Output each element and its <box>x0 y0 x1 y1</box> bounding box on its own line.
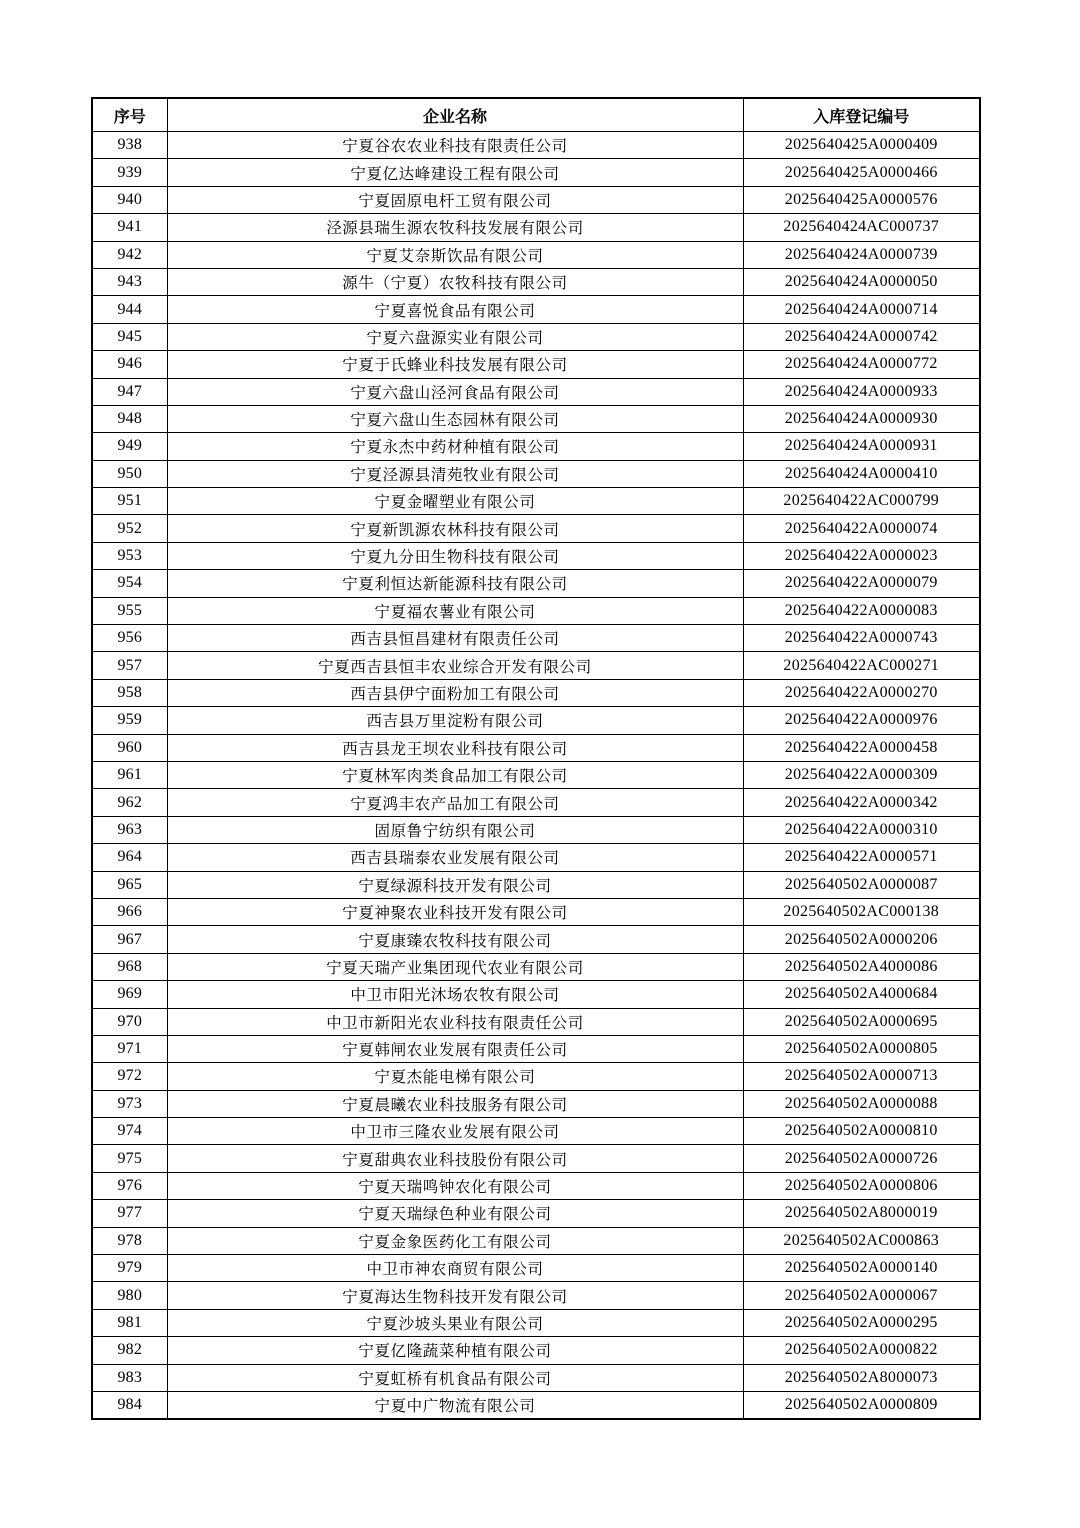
table-row <box>92 981 980 1008</box>
table-row <box>92 268 980 295</box>
enterprise-name: 宁夏海达生物科技开发有限公司 <box>167 1282 743 1309</box>
enterprise-name: 宁夏西吉县恒丰农业综合开发有限公司 <box>167 652 743 679</box>
row-index: 952 <box>92 515 167 542</box>
table-row <box>92 460 980 487</box>
registration-code: 2025640424A0000410 <box>743 460 980 487</box>
enterprise-registry-table <box>91 97 981 1420</box>
registration-code: 2025640502A0000809 <box>743 1391 980 1419</box>
registration-code: 2025640422A0000083 <box>743 597 980 624</box>
registration-code: 2025640502A0000726 <box>743 1145 980 1172</box>
registration-code: 2025640425A0000576 <box>743 186 980 213</box>
enterprise-name: 宁夏泾源县清苑牧业有限公司 <box>167 460 743 487</box>
row-index: 962 <box>92 789 167 816</box>
row-index: 981 <box>92 1309 167 1336</box>
table-row <box>92 1364 980 1391</box>
registration-code: 2025640502A0000087 <box>743 871 980 898</box>
enterprise-name: 宁夏艾奈斯饮品有限公司 <box>167 241 743 268</box>
registration-code: 2025640502A0000810 <box>743 1118 980 1145</box>
registration-code: 2025640424A0000739 <box>743 241 980 268</box>
registration-code: 2025640422A0000571 <box>743 844 980 871</box>
registration-code: 2025640422A0000458 <box>743 734 980 761</box>
registration-code: 2025640422A0000976 <box>743 707 980 734</box>
registration-code: 2025640424A0000930 <box>743 405 980 432</box>
enterprise-name: 宁夏鸿丰农产品加工有限公司 <box>167 789 743 816</box>
enterprise-name: 西吉县伊宁面粉加工有限公司 <box>167 679 743 706</box>
table-row <box>92 707 980 734</box>
table-row <box>92 871 980 898</box>
table-row <box>92 1200 980 1227</box>
row-index: 970 <box>92 1008 167 1035</box>
registration-code: 2025640422A0000743 <box>743 625 980 652</box>
row-index: 958 <box>92 679 167 706</box>
enterprise-name: 宁夏九分田生物科技有限公司 <box>167 542 743 569</box>
table-row <box>92 1063 980 1090</box>
header-registration-code: 入库登记编号 <box>743 98 980 132</box>
table-row <box>92 816 980 843</box>
registration-code: 2025640422A0000309 <box>743 761 980 788</box>
enterprise-name: 中卫市新阳光农业科技有限责任公司 <box>167 1008 743 1035</box>
enterprise-name: 西吉县万里淀粉有限公司 <box>167 707 743 734</box>
row-index: 974 <box>92 1118 167 1145</box>
table-row <box>92 132 980 159</box>
registration-code: 2025640422A0000270 <box>743 679 980 706</box>
table-row <box>92 1282 980 1309</box>
enterprise-name: 宁夏利恒达新能源科技有限公司 <box>167 570 743 597</box>
registration-code: 2025640424A0000050 <box>743 268 980 295</box>
table-row <box>92 761 980 788</box>
registration-code: 2025640422AC000799 <box>743 488 980 515</box>
table-row <box>92 351 980 378</box>
row-index: 984 <box>92 1391 167 1419</box>
enterprise-name: 泾源县瑞生源农牧科技发展有限公司 <box>167 214 743 241</box>
registration-code: 2025640502A4000684 <box>743 981 980 1008</box>
row-index: 975 <box>92 1145 167 1172</box>
table-row <box>92 1255 980 1282</box>
table-row <box>92 652 980 679</box>
registration-code: 2025640422A0000074 <box>743 515 980 542</box>
row-index: 943 <box>92 268 167 295</box>
row-index: 945 <box>92 323 167 350</box>
enterprise-name: 宁夏新凯源农林科技有限公司 <box>167 515 743 542</box>
row-index: 982 <box>92 1337 167 1364</box>
table-row <box>92 1118 980 1145</box>
row-index: 979 <box>92 1255 167 1282</box>
enterprise-name: 宁夏亿隆蔬菜种植有限公司 <box>167 1337 743 1364</box>
enterprise-name: 固原鲁宁纺织有限公司 <box>167 816 743 843</box>
enterprise-name: 中卫市阳光沐场农牧有限公司 <box>167 981 743 1008</box>
row-index: 972 <box>92 1063 167 1090</box>
registration-code: 2025640502A8000019 <box>743 1200 980 1227</box>
registration-code: 2025640502A0000695 <box>743 1008 980 1035</box>
row-index: 960 <box>92 734 167 761</box>
registration-code: 2025640425A0000409 <box>743 132 980 159</box>
table-row <box>92 542 980 569</box>
enterprise-name: 西吉县恒昌建材有限责任公司 <box>167 625 743 652</box>
row-index: 938 <box>92 132 167 159</box>
table-row <box>92 1090 980 1117</box>
table-row <box>92 159 980 186</box>
enterprise-name: 宁夏六盘源实业有限公司 <box>167 323 743 350</box>
registration-code: 2025640424A0000742 <box>743 323 980 350</box>
registration-code: 2025640424A0000714 <box>743 296 980 323</box>
row-index: 964 <box>92 844 167 871</box>
row-index: 956 <box>92 625 167 652</box>
enterprise-name: 中卫市神农商贸有限公司 <box>167 1255 743 1282</box>
table-row <box>92 214 980 241</box>
row-index: 954 <box>92 570 167 597</box>
registration-code: 2025640502A0000822 <box>743 1337 980 1364</box>
enterprise-name: 西吉县瑞泰农业发展有限公司 <box>167 844 743 871</box>
registration-code: 2025640424AC000737 <box>743 214 980 241</box>
enterprise-name: 宁夏固原电杆工贸有限公司 <box>167 186 743 213</box>
row-index: 969 <box>92 981 167 1008</box>
enterprise-name: 宁夏中广物流有限公司 <box>167 1391 743 1419</box>
row-index: 947 <box>92 378 167 405</box>
enterprise-name: 宁夏天瑞产业集团现代农业有限公司 <box>167 953 743 980</box>
table-row <box>92 186 980 213</box>
table-row <box>92 1391 980 1419</box>
registration-code: 2025640502A4000086 <box>743 953 980 980</box>
row-index: 944 <box>92 296 167 323</box>
enterprise-name: 宁夏韩闸农业发展有限责任公司 <box>167 1035 743 1062</box>
table-row <box>92 570 980 597</box>
table-row <box>92 926 980 953</box>
registration-code: 2025640502AC000863 <box>743 1227 980 1254</box>
table-row <box>92 1309 980 1336</box>
registration-code: 2025640502A0000295 <box>743 1309 980 1336</box>
row-index: 939 <box>92 159 167 186</box>
table-row <box>92 789 980 816</box>
registration-code: 2025640425A0000466 <box>743 159 980 186</box>
enterprise-name: 宁夏永杰中药材种植有限公司 <box>167 433 743 460</box>
enterprise-name: 宁夏亿达峰建设工程有限公司 <box>167 159 743 186</box>
enterprise-name: 西吉县龙王坝农业科技有限公司 <box>167 734 743 761</box>
registration-code: 2025640502A0000806 <box>743 1172 980 1199</box>
enterprise-name: 中卫市三隆农业发展有限公司 <box>167 1118 743 1145</box>
enterprise-name: 宁夏甜典农业科技股份有限公司 <box>167 1145 743 1172</box>
registration-code: 2025640502A0000067 <box>743 1282 980 1309</box>
registration-code: 2025640424A0000772 <box>743 351 980 378</box>
table-row <box>92 597 980 624</box>
row-index: 951 <box>92 488 167 515</box>
enterprise-name: 宁夏神聚农业科技开发有限公司 <box>167 898 743 925</box>
enterprise-name: 宁夏福农薯业有限公司 <box>167 597 743 624</box>
table-row <box>92 1337 980 1364</box>
table-row <box>92 488 980 515</box>
table-row <box>92 515 980 542</box>
registration-code: 2025640502A0000140 <box>743 1255 980 1282</box>
registration-code: 2025640422A0000310 <box>743 816 980 843</box>
enterprise-name: 宁夏晨曦农业科技服务有限公司 <box>167 1090 743 1117</box>
table-row <box>92 405 980 432</box>
row-index: 966 <box>92 898 167 925</box>
row-index: 980 <box>92 1282 167 1309</box>
table-row <box>92 1008 980 1035</box>
registration-code: 2025640502A0000805 <box>743 1035 980 1062</box>
table-row <box>92 1035 980 1062</box>
registration-code: 2025640422AC000271 <box>743 652 980 679</box>
enterprise-name: 宁夏六盘山泾河食品有限公司 <box>167 378 743 405</box>
registration-code: 2025640424A0000931 <box>743 433 980 460</box>
row-index: 973 <box>92 1090 167 1117</box>
row-index: 976 <box>92 1172 167 1199</box>
row-index: 948 <box>92 405 167 432</box>
enterprise-name: 宁夏谷农农业科技有限责任公司 <box>167 132 743 159</box>
enterprise-name: 宁夏绿源科技开发有限公司 <box>167 871 743 898</box>
enterprise-name: 宁夏虹桥有机食品有限公司 <box>167 1364 743 1391</box>
registration-code: 2025640422A0000023 <box>743 542 980 569</box>
row-index: 963 <box>92 816 167 843</box>
registration-code: 2025640422A0000079 <box>743 570 980 597</box>
enterprise-name: 宁夏于氏蜂业科技发展有限公司 <box>167 351 743 378</box>
table-row <box>92 378 980 405</box>
registration-code: 2025640502A0000713 <box>743 1063 980 1090</box>
enterprise-name: 宁夏林军肉类食品加工有限公司 <box>167 761 743 788</box>
row-index: 978 <box>92 1227 167 1254</box>
row-index: 977 <box>92 1200 167 1227</box>
row-index: 959 <box>92 707 167 734</box>
table-row <box>92 1172 980 1199</box>
table-row <box>92 296 980 323</box>
enterprise-name: 宁夏天瑞鸣钟农化有限公司 <box>167 1172 743 1199</box>
enterprise-name: 源牛（宁夏）农牧科技有限公司 <box>167 268 743 295</box>
table-row <box>92 1227 980 1254</box>
registration-code: 2025640502A8000073 <box>743 1364 980 1391</box>
registration-code: 2025640424A0000933 <box>743 378 980 405</box>
enterprise-name: 宁夏六盘山生态园林有限公司 <box>167 405 743 432</box>
table-row <box>92 323 980 350</box>
table-row <box>92 625 980 652</box>
row-index: 950 <box>92 460 167 487</box>
row-index: 968 <box>92 953 167 980</box>
header-enterprise-name: 企业名称 <box>167 98 743 132</box>
enterprise-name: 宁夏金曜塑业有限公司 <box>167 488 743 515</box>
table-header-row <box>92 98 980 132</box>
table-row <box>92 1145 980 1172</box>
registration-code: 2025640422A0000342 <box>743 789 980 816</box>
row-index: 971 <box>92 1035 167 1062</box>
row-index: 967 <box>92 926 167 953</box>
row-index: 955 <box>92 597 167 624</box>
table-row <box>92 898 980 925</box>
enterprise-name: 宁夏沙坡头果业有限公司 <box>167 1309 743 1336</box>
enterprise-name: 宁夏金象医药化工有限公司 <box>167 1227 743 1254</box>
enterprise-name: 宁夏喜悦食品有限公司 <box>167 296 743 323</box>
row-index: 946 <box>92 351 167 378</box>
table-row <box>92 679 980 706</box>
table-body <box>92 132 980 1420</box>
row-index: 942 <box>92 241 167 268</box>
row-index: 957 <box>92 652 167 679</box>
registration-code: 2025640502A0000088 <box>743 1090 980 1117</box>
row-index: 949 <box>92 433 167 460</box>
table-row <box>92 241 980 268</box>
table-row <box>92 734 980 761</box>
registration-code: 2025640502A0000206 <box>743 926 980 953</box>
row-index: 940 <box>92 186 167 213</box>
row-index: 953 <box>92 542 167 569</box>
table-row <box>92 433 980 460</box>
enterprise-name: 宁夏天瑞绿色种业有限公司 <box>167 1200 743 1227</box>
table-row <box>92 953 980 980</box>
header-index: 序号 <box>92 98 167 132</box>
row-index: 941 <box>92 214 167 241</box>
row-index: 983 <box>92 1364 167 1391</box>
table-row <box>92 844 980 871</box>
row-index: 961 <box>92 761 167 788</box>
enterprise-name: 宁夏康臻农牧科技有限公司 <box>167 926 743 953</box>
registration-code: 2025640502AC000138 <box>743 898 980 925</box>
row-index: 965 <box>92 871 167 898</box>
enterprise-name: 宁夏杰能电梯有限公司 <box>167 1063 743 1090</box>
